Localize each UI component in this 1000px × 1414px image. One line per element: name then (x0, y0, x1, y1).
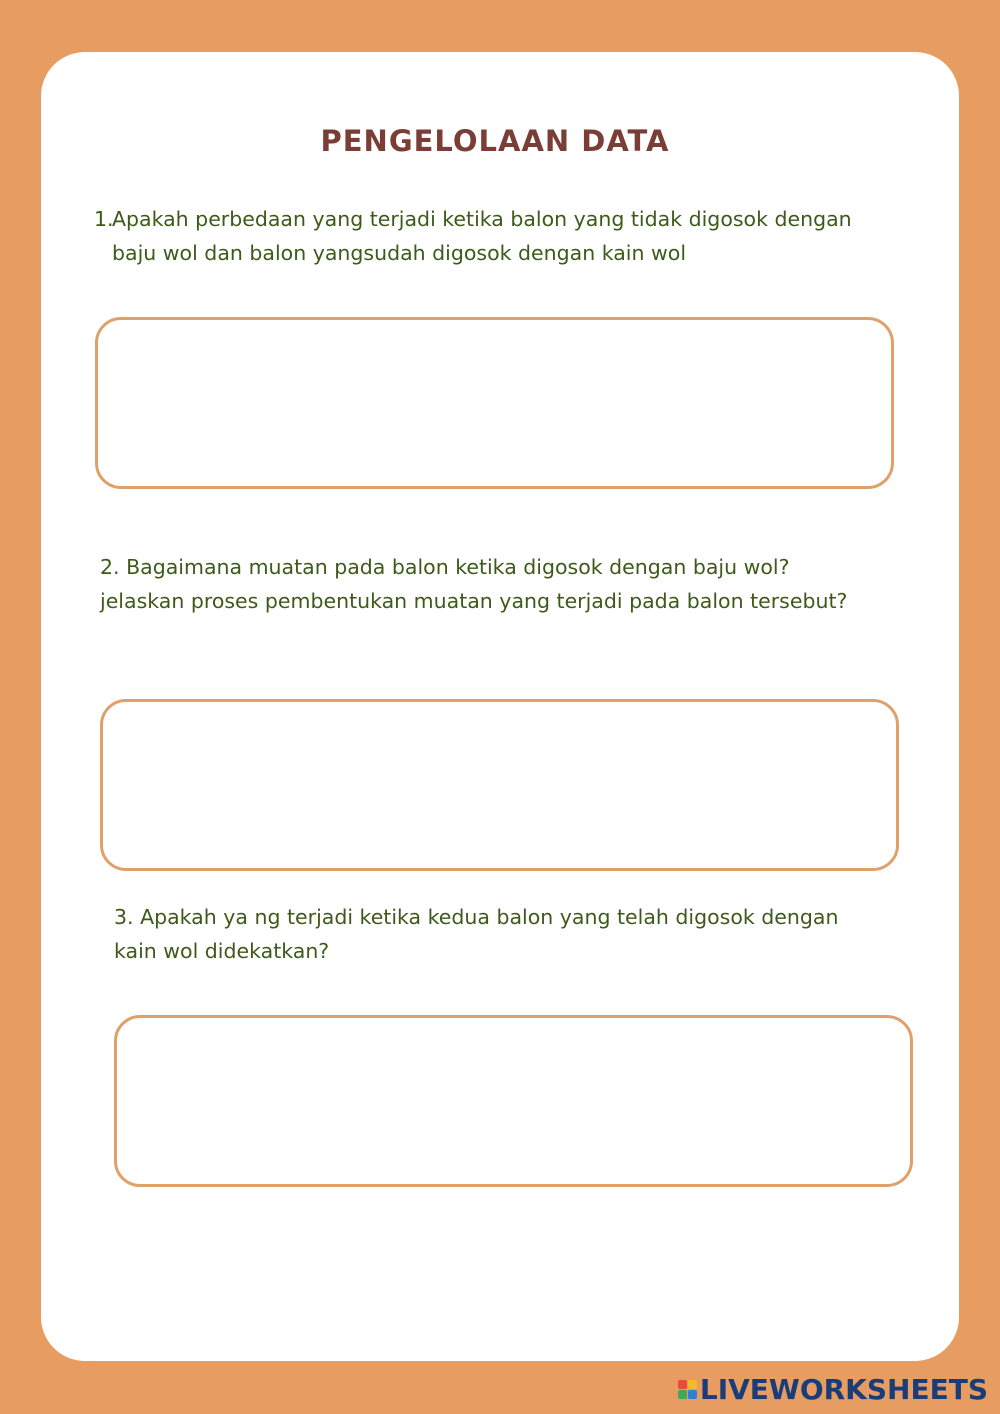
page-title: PENGELOLAAN DATA (320, 124, 670, 158)
question-2-text: 2. Bagaimana muatan pada balon ketika digosok dengan baju wol?jelaskan proses pembentukan muatan yang terjadi pada balon tersebut? (100, 555, 848, 613)
liveworksheets-logo (678, 1372, 988, 1406)
liveworksheets-icon (678, 1380, 697, 1399)
question-3-text: 3. Apakah ya ng terjadi ketika kedua balon yang telah digosok dengan kain wol didekatkan? (114, 905, 839, 963)
logo-square-yellow (688, 1380, 697, 1389)
question-1-text: Apakah perbedaan yang terjadi ketika balon yang tidak digosok dengan baju wol dan balon yangsudah digosok dengan kain wol (112, 207, 852, 265)
answer-box-3[interactable] (114, 1015, 913, 1187)
logo-square-red (678, 1380, 687, 1389)
answer-box-2[interactable] (100, 699, 899, 871)
brand-name: LIVEWORKSHEETS (699, 1372, 988, 1406)
question-1 (94, 202, 894, 270)
logo-square-blue (688, 1390, 697, 1399)
question-1-number: 1. (94, 207, 114, 231)
answer-box-1[interactable] (95, 317, 894, 489)
logo-square-green (678, 1390, 687, 1399)
